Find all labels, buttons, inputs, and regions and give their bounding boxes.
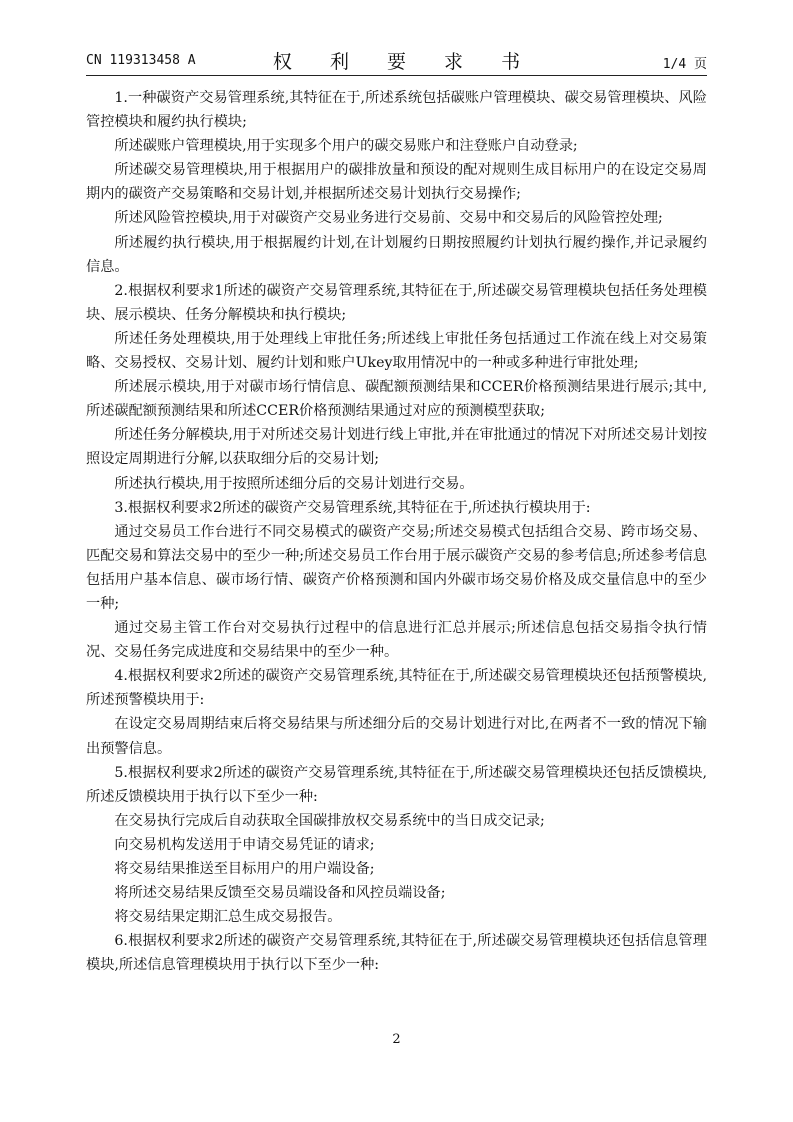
header-divider: [86, 75, 707, 76]
claim-paragraph: 所述任务分解模块,用于对所述交易计划进行线上审批,并在审批通过的情况下对所述交易计划按照设定周期进行分解,以获取细分后的交易计划;: [86, 427, 707, 468]
page-count: 1/4 页: [662, 57, 707, 72]
claim-paragraph: 所述风险管控模块,用于对碳资产交易业务进行交易前、交易中和交易后的风险管控处理;: [114, 210, 663, 227]
claim-paragraph: 1.一种碳资产交易管理系统,其特征在于,所述系统包括碳账户管理模块、碳交易管理模块、风险管控模块和履约执行模块;: [86, 90, 707, 131]
page-number: 2: [392, 1032, 401, 1047]
claim-paragraph: 所述展示模块,用于对碳市场行情信息、碳配额预测结果和CCER价格预测结果进行展示;其中,所述碳配额预测结果和所述CCER价格预测结果通过对应的预测模型获取;: [86, 379, 707, 420]
claim-paragraph: 3.根据权利要求2所述的碳资产交易管理系统,其特征在于,所述执行模块用于:: [114, 499, 591, 516]
claim-paragraph: 6.根据权利要求2所述的碳资产交易管理系统,其特征在于,所述碳交易管理模块还包括信息管理模块,所述信息管理模块用于执行以下至少一种:: [86, 933, 707, 974]
claim-paragraph: 所述任务处理模块,用于处理线上审批任务;所述线上审批任务包括通过工作流在线上对交易策略、交易授权、交易计划、履约计划和账户Ukey取用情况中的一种或多种进行审批处理;: [86, 330, 707, 372]
claim-paragraph: 所述执行模块,用于按照所述细分后的交易计划进行交易。: [114, 475, 474, 492]
publication-number: CN 119313458 A: [86, 53, 196, 68]
claim-paragraph: 向交易机构发送用于申请交易凭证的请求;: [114, 836, 375, 853]
document-title: 权 利 要 求 书: [272, 51, 537, 73]
page-header: [86, 47, 707, 71]
claim-paragraph: 5.根据权利要求2所述的碳资产交易管理系统,其特征在于,所述碳交易管理模块还包括反馈模块,所述反馈模块用于执行以下至少一种:: [86, 764, 707, 805]
claim-paragraph: 将所述交易结果反馈至交易员端设备和风控员端设备;: [114, 885, 446, 902]
claim-paragraph: 4.根据权利要求2所述的碳资产交易管理系统,其特征在于,所述碳交易管理模块还包括预警模块,所述预警模块用于:: [86, 668, 707, 709]
claim-paragraph: 所述履约执行模块,用于根据履约计划,在计划履约日期按照履约计划执行履约操作,并记录履约信息。: [86, 234, 707, 275]
claim-paragraph: 将交易结果推送至目标用户的用户端设备;: [114, 861, 375, 877]
claim-paragraph: 通过交易员工作台进行不同交易模式的碳资产交易;所述交易模式包括组合交易、跨市场交易、匹配交易和算法交易中的至少一种;所述交易员工作台用于展示碳资产交易的参考信息;所述参考信息包括用户基本信息、碳市场行情、碳资产价格预测和国内外碳市场交易价格及成交量信息中的至少一种;: [86, 523, 707, 612]
claim-paragraph: 所述碳交易管理模块,用于根据用户的碳排放量和预设的配对规则生成目标用户的在设定交易周期内的碳资产交易策略和交易计划,并根据所述交易计划执行交易操作;: [86, 162, 707, 203]
claims-body: [86, 86, 707, 977]
claim-paragraph: 2.根据权利要求1所述的碳资产交易管理系统,其特征在于,所述碳交易管理模块包括任务处理模块、展示模块、任务分解模块和执行模块;: [86, 282, 707, 323]
claim-paragraph: 所述碳账户管理模块,用于实现多个用户的碳交易账户和注登账户自动登录;: [114, 138, 578, 155]
claim-paragraph: 通过交易主管工作台对交易执行过程中的信息进行汇总并展示;所述信息包括交易指令执行情况、交易任务完成进度和交易结果中的至少一种。: [86, 620, 707, 661]
claim-paragraph: 将交易结果定期汇总生成交易报告。: [114, 909, 342, 926]
claim-paragraph: 在设定交易周期结束后将交易结果与所述细分后的交易计划进行对比,在两者不一致的情况下输出预警信息。: [86, 716, 707, 757]
claim-paragraph: 在交易执行完成后自动获取全国碳排放权交易系统中的当日成交记录;: [114, 812, 545, 829]
